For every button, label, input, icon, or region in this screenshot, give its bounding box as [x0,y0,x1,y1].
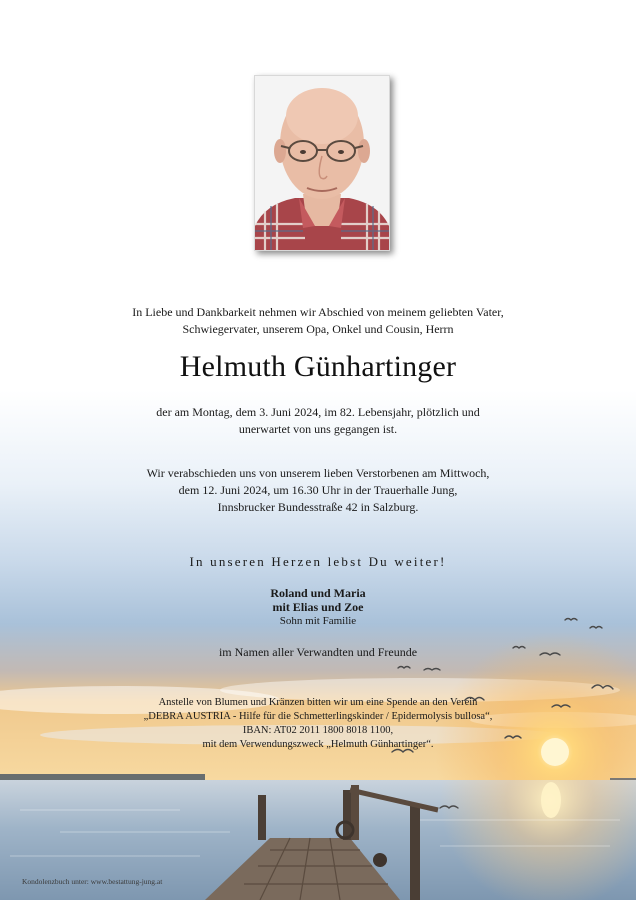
intro-text [0,304,636,338]
mourners-family [0,586,636,628]
condolence-book-link[interactable]: Kondolenzbuch unter: www.bestattung-jung.at [22,877,163,886]
death-notice [0,404,636,438]
funeral-details [0,465,636,516]
funeral-line: Innsbrucker Bundesstraße 42 in Salzburg. [217,500,419,514]
memorial-motto: In unseren Herzen lebst Du weiter! [189,554,447,569]
portrait-photo [254,75,390,251]
deceased-name: Helmuth Günhartinger [179,350,457,383]
donation-line: mit dem Verwendungszweck „Helmuth Günhartinger“. [202,739,434,750]
donation-line: Anstelle von Blumen und Kränzen bitten wir um eine Spende an den Verein [158,697,478,708]
donation-line: IBAN: AT02 2011 1800 8018 1100, [242,725,394,736]
intro-line: In Liebe und Dankbarkeit nehmen wir Abschied von meinem geliebten Vater, [132,305,504,319]
mourner-children: mit Elias und Zoe [272,600,364,614]
death-notice-line: unerwartet von uns gegangen ist. [238,422,398,436]
intro-line: Schwiegervater, unserem Opa, Onkel und Cousin, Herrn [182,322,454,336]
funeral-line: Wir verabschieden uns von unserem lieben Verstorbenen am Mittwoch, [146,466,490,480]
donation-line: „DEBRA AUSTRIA - Hilfe für die Schmetterlingskinder / Epidermolysis bullosa“, [143,711,493,722]
death-notice-line: der am Montag, dem 3. Juni 2024, im 82. Lebensjahr, plötzlich und [156,405,480,419]
relatives-line: im Namen aller Verwandten und Freunde [218,645,418,659]
mourner-relation: Sohn mit Familie [279,615,357,627]
mourner-names: Roland und Maria [270,586,366,600]
funeral-line: dem 12. Juni 2024, um 16.30 Uhr in der Trauerhalle Jung, [178,483,458,497]
donation-request [0,696,636,752]
